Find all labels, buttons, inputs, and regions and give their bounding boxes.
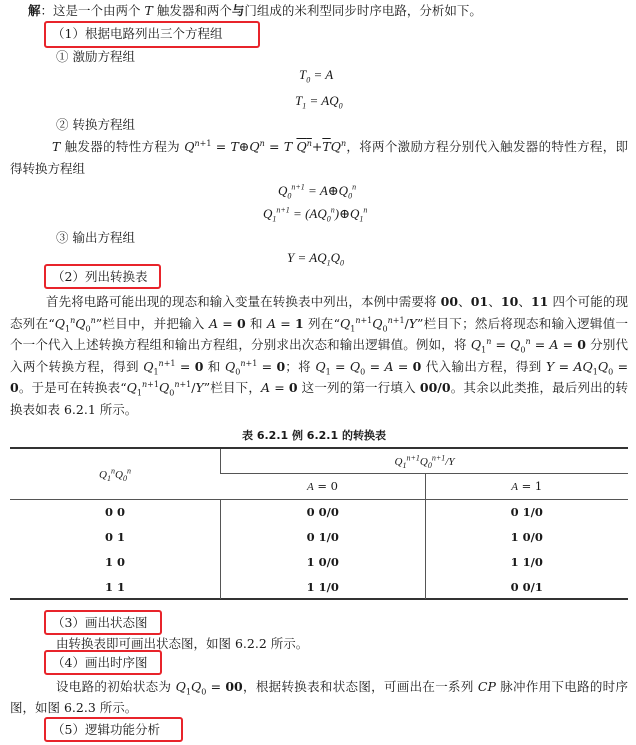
sub3-heading: ③ 输出方程组 [56, 230, 135, 245]
table-cell-a0: 1 1/0 [221, 574, 426, 599]
table-row [10, 499, 628, 524]
timing-paragraph: 设电路的初始状态为 $Q_1Q_0 = 00$，根据转换表和状态图，可画出在一系列 CP 脉冲作用下电路的时序图，如图 6.2.3 所示。 [10, 679, 628, 715]
table-header-state: $Q_1^nQ_0^n$ [10, 449, 221, 499]
intro-line: 解：这是一个由两个 T 触发器和两个与门组成的米利型同步时序电路，分析如下。 [28, 3, 482, 18]
sub2-heading: ② 转换方程组 [56, 117, 135, 132]
conversion-paragraph: 首先将电路可能出现的现态和输入变量在转换表中列出，本例中需要将 00、01、10、11 四个可能的现态列在“$Q_1^nQ_0^n$”栏目中，并把输入 A = 0 和 A = 1 列在“$Q_1^{n+1}Q_0^{n+1}/Y$”栏目下；然后将现态和输入逻辑值一个一个代入上述转换方程组和输出方程组，分别求出次态和输出逻辑值。例如，将 $Q_1^n = Q_0^n = A = 0$ 分别代入两个转换方程，得到 $Q_1^{n+1} = 0$ 和 $Q_0^{n+1} = 0$；将 $Q_1 = Q_0 = A = 0$ 代入输出方程，得到 $Y = AQ_1Q_0 = 0$。于是可在转换表“$Q_1^{n+1}Q_0^{n+1}/Y$”栏目下，A = 0 这一列的第一行填入 00/0。其余以此类推，最后列出的转换表如表 6.2.1 所示。 [10, 294, 629, 417]
step2-heading: （2）列出转换表 [52, 269, 148, 284]
sub1-heading: ① 激励方程组 [56, 49, 135, 64]
conversion-table [10, 449, 628, 599]
equation-T0: $T_0 = A$ [299, 67, 334, 85]
table-header-next: $Q_1^{n+1}Q_0^{n+1}/Y$ [221, 449, 629, 473]
table-cell-a0: 0 1/0 [221, 524, 426, 549]
table-cell-state: 1 1 [104, 579, 125, 594]
equation-T1: $T_1 = AQ_0$ [295, 93, 343, 111]
step5-heading: （5）逻辑功能分析 [52, 722, 160, 737]
equation-Q1: $Q_1^{n+1}$ = $(AQ_0^n)\oplus Q_1^n$ [263, 205, 368, 224]
table-cell-a0: 1 0/0 [221, 549, 426, 574]
table-subheader-a0: A = 0 [221, 473, 426, 499]
characteristic-paragraph: T 触发器的特性方程为 $Q^{n+1}$ = $T\oplus Q^n = T$ $Q^n+\overline{T}Q^n$，将两个激励方程分别代入触发器的特性方程，即得转换方程组 [10, 138, 629, 176]
table-cell-state: 0 0 [104, 504, 125, 519]
table-subheader-a1: A = 1 [425, 473, 628, 499]
table-row [10, 574, 628, 599]
table-cell-a0: 0 0/0 [221, 499, 426, 524]
table-cell-a1: 0 1/0 [425, 499, 628, 524]
step4-heading: （4）画出时序图 [52, 655, 148, 670]
table-cell-a1: 1 1/0 [425, 549, 628, 574]
table-cell-state: 0 1 [104, 529, 125, 544]
table-row [10, 524, 628, 549]
step1-heading: （1）根据电路列出三个方程组 [52, 26, 223, 41]
table-cell-state: 1 0 [104, 554, 125, 569]
table-cell-a1: 1 0/0 [425, 524, 628, 549]
table-row [10, 549, 628, 574]
equation-Y: $Y = AQ_1Q_0$ [287, 250, 344, 268]
state-diagram-note: 由转换表即可画出状态图，如图 6.2.2 所示。 [56, 636, 309, 651]
table-caption: 表 6.2.1 例 6.2.1 的转换表 [242, 429, 386, 442]
table-cell-a1: 0 0/1 [425, 574, 628, 599]
step3-heading: （3）画出状态图 [52, 615, 148, 630]
equation-Q0: $Q_0^{n+1}$ = $A\oplus Q_0^n$ [278, 182, 357, 201]
